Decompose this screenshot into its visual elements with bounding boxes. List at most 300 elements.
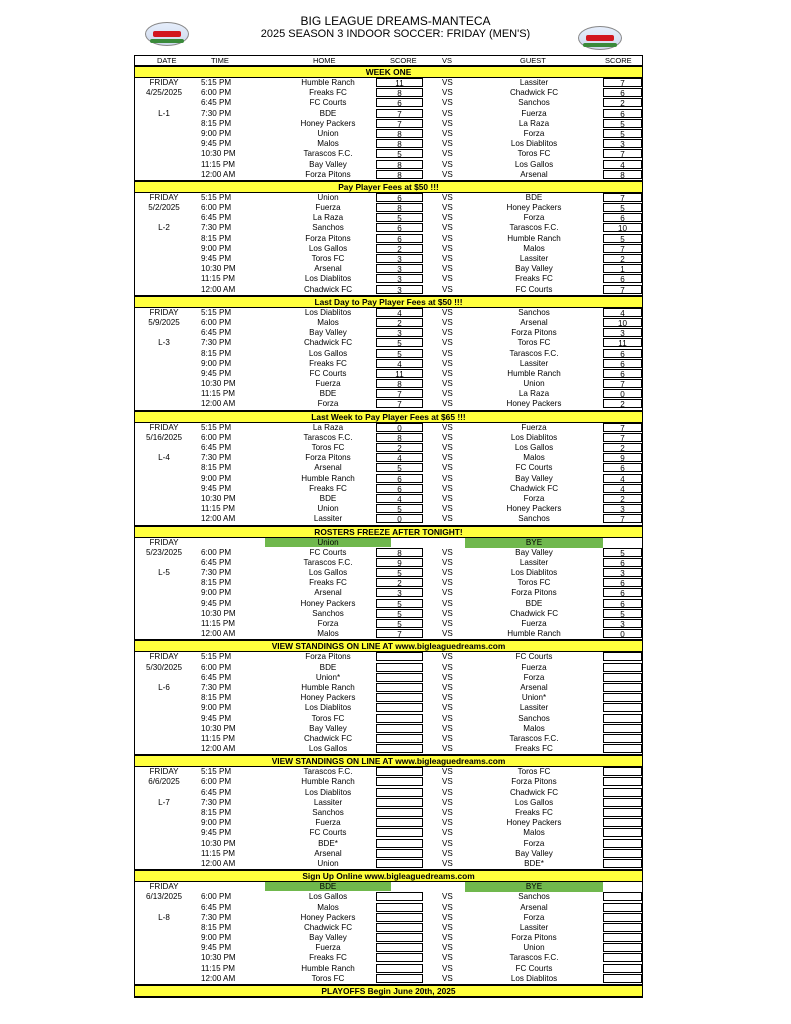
guest-score — [603, 933, 642, 942]
home-score: 5 — [376, 504, 423, 513]
home-team: BDE — [319, 493, 337, 503]
date-cell: FRIDAY — [149, 537, 179, 547]
home-score — [376, 673, 423, 682]
game-row — [135, 504, 642, 514]
guest-score: 10 — [603, 318, 642, 327]
vs-label: VS — [442, 307, 453, 317]
game-row — [135, 109, 642, 119]
home-score — [376, 953, 423, 962]
week-block — [135, 181, 642, 296]
week-block — [135, 526, 642, 641]
guest-score: 4 — [603, 308, 642, 317]
guest-team: Los Diablitos — [510, 432, 558, 442]
game-row — [135, 673, 642, 683]
game-time: 11:15 PM — [201, 504, 236, 514]
guest-team: Arsenal — [520, 317, 548, 327]
home-team: Los Gallos — [308, 348, 348, 358]
game-row — [135, 349, 642, 359]
guest-team: Los Diablitos — [510, 973, 558, 983]
guest-score — [603, 788, 642, 797]
guest-score: 7 — [603, 433, 642, 442]
vs-label: VS — [442, 808, 453, 817]
game-row — [135, 734, 642, 744]
game-time: 10:30 PM — [201, 149, 236, 159]
guest-team: La Raza — [518, 118, 550, 128]
game-time: 11:15 PM — [201, 159, 236, 169]
game-time: 6:45 PM — [201, 213, 232, 223]
date-cell: FRIDAY — [149, 652, 179, 662]
home-team: FC Courts — [309, 368, 347, 378]
home-score — [376, 724, 423, 733]
guest-score: 2 — [603, 494, 642, 503]
guest-team: Lassiter — [519, 557, 549, 567]
game-time: 6:45 PM — [201, 557, 232, 567]
vs-label: VS — [442, 838, 453, 848]
game-time: 9:45 PM — [201, 598, 232, 608]
home-score: 2 — [376, 578, 423, 587]
guest-team: Arsenal — [520, 902, 548, 912]
home-team: Arsenal — [314, 588, 342, 598]
home-team: FC Courts — [309, 98, 347, 108]
home-score: 2 — [376, 443, 423, 452]
weeks-container — [135, 66, 642, 985]
guest-team: FC Courts — [515, 284, 553, 294]
vs-label: VS — [442, 348, 453, 358]
date-cell: L-7 — [158, 797, 170, 807]
guest-score: 3 — [603, 568, 642, 577]
col-guest-score: SCORE — [605, 56, 632, 65]
game-time: 6:00 PM — [201, 203, 232, 213]
home-score — [376, 859, 423, 868]
home-score: 6 — [376, 234, 423, 243]
game-time: 10:30 PM — [201, 953, 236, 963]
game-time: 12:00 AM — [201, 514, 236, 524]
game-time: 10:30 PM — [201, 264, 236, 274]
guest-team: Toros FC — [517, 338, 551, 348]
home-team: Forza Pitons — [305, 169, 351, 179]
guest-score: 2 — [603, 254, 642, 263]
guest-score — [603, 953, 642, 962]
game-time: 9:00 PM — [201, 703, 232, 713]
vs-label: VS — [442, 88, 453, 98]
guest-team: Sanchos — [518, 514, 550, 524]
game-time: 9:00 PM — [201, 358, 232, 368]
date-cell: L-3 — [158, 338, 170, 348]
guest-team: Los Diablitos — [510, 139, 558, 149]
home-score — [376, 892, 423, 901]
game-time: 6:00 PM — [201, 432, 232, 442]
game-row — [135, 892, 642, 902]
home-team: Los Gallos — [308, 892, 348, 902]
home-score: 8 — [376, 170, 423, 179]
guest-team: Arsenal — [520, 169, 548, 179]
home-team: Sanchos — [312, 608, 344, 618]
guest-team: Honey Packers — [506, 504, 562, 514]
vs-label: VS — [442, 223, 453, 233]
date-cell: FRIDAY — [149, 767, 179, 777]
home-score: 2 — [376, 244, 423, 253]
home-score: 8 — [376, 160, 423, 169]
home-team: Bay Valley — [309, 159, 347, 169]
game-time: 8:15 PM — [201, 922, 232, 932]
home-team: Union — [317, 128, 339, 138]
vs-label: VS — [442, 902, 453, 912]
home-score: 2 — [376, 318, 423, 327]
home-score — [376, 788, 423, 797]
vs-label: VS — [442, 139, 453, 149]
game-time: 8:15 PM — [201, 348, 232, 358]
guest-team: Forza Pitons — [511, 588, 557, 598]
week-banner: WEEK ONE — [135, 66, 642, 78]
guest-score — [603, 828, 642, 837]
game-time: 6:45 PM — [201, 328, 232, 338]
home-team: Los Diablitos — [304, 703, 352, 713]
vs-label: VS — [442, 213, 453, 223]
column-headers — [135, 56, 642, 66]
guest-score: 5 — [603, 234, 642, 243]
bye-label: BYE — [465, 538, 603, 548]
vs-label: VS — [442, 713, 453, 723]
game-time: 9:45 PM — [201, 483, 232, 493]
guest-team: Los Gallos — [514, 797, 554, 807]
game-row — [135, 443, 642, 453]
guest-score — [603, 964, 642, 973]
guest-score: 3 — [603, 139, 642, 148]
date-cell: FRIDAY — [149, 422, 179, 432]
home-score: 0 — [376, 514, 423, 523]
vs-label: VS — [442, 264, 453, 274]
week-banner: VIEW STANDINGS ON LINE AT www.bigleaguedreams.com — [135, 755, 642, 767]
date-cell: 6/6/2025 — [148, 777, 180, 787]
home-score: 3 — [376, 254, 423, 263]
home-score: 7 — [376, 389, 423, 398]
game-time: 9:45 PM — [201, 139, 232, 149]
guest-team: Fuerza — [521, 662, 547, 672]
game-time: 12:00 AM — [201, 973, 236, 983]
guest-team: Humble Ranch — [507, 233, 561, 243]
game-row — [135, 338, 642, 348]
vs-label: VS — [442, 514, 453, 524]
page-title: BIG LEAGUE DREAMS-MANTECA — [300, 14, 491, 28]
home-team: Toros FC — [311, 443, 345, 452]
game-time: 12:00 AM — [201, 858, 236, 868]
game-row — [135, 474, 642, 484]
guest-score: 4 — [603, 484, 642, 493]
bye-label: BYE — [465, 882, 603, 892]
guest-team: Forza Pitons — [511, 328, 557, 338]
guest-score — [603, 808, 642, 817]
page-subtitle: 2025 SEASON 3 INDOOR SOCCER: FRIDAY (MEN'S) — [260, 28, 531, 40]
guest-score: 7 — [603, 193, 642, 202]
home-score: 5 — [376, 149, 423, 158]
guest-score: 6 — [603, 463, 642, 472]
guest-team: Fuerza — [521, 422, 547, 432]
game-time: 8:15 PM — [201, 693, 232, 703]
game-row — [135, 369, 642, 379]
guest-score: 3 — [603, 619, 642, 628]
date-cell: L-5 — [158, 568, 170, 578]
home-team: Chadwick FC — [303, 922, 353, 932]
guest-team: Forza Pitons — [511, 933, 557, 943]
guest-team: Arsenal — [520, 682, 548, 692]
game-time: 11:15 PM — [201, 963, 236, 973]
home-team: Los Diablitos — [304, 787, 352, 797]
guest-team: Toros FC — [517, 149, 551, 159]
game-row — [135, 234, 642, 244]
game-time: 12:00 AM — [201, 284, 236, 294]
guest-team: Malos — [523, 243, 545, 253]
home-score: 5 — [376, 599, 423, 608]
vs-label: VS — [442, 284, 453, 294]
guest-score — [603, 839, 642, 848]
game-row — [135, 139, 642, 149]
home-team: Humble Ranch — [301, 473, 355, 483]
home-score: 6 — [376, 193, 423, 202]
guest-score — [603, 849, 642, 858]
home-score — [376, 974, 423, 983]
home-team: Honey Packers — [300, 118, 356, 128]
guest-team: Honey Packers — [506, 203, 562, 213]
guest-team: Forza — [523, 672, 545, 682]
home-team: Forza Pitons — [305, 453, 351, 463]
guest-team: Humble Ranch — [507, 368, 561, 378]
game-row — [135, 453, 642, 463]
home-score: 4 — [376, 494, 423, 503]
game-time: 6:45 PM — [201, 443, 232, 452]
game-time: 10:30 PM — [201, 838, 236, 848]
home-team: Lassiter — [313, 514, 343, 524]
home-score — [376, 703, 423, 712]
home-score: 5 — [376, 568, 423, 577]
game-row — [135, 213, 642, 223]
vs-label: VS — [442, 797, 453, 807]
game-time: 7:30 PM — [201, 797, 232, 807]
game-time: 11:15 PM — [201, 619, 236, 628]
game-row — [135, 389, 642, 399]
game-row — [135, 78, 642, 88]
home-score: 5 — [376, 213, 423, 222]
home-score — [376, 744, 423, 753]
home-score: 8 — [376, 548, 423, 557]
game-time: 12:00 AM — [201, 399, 236, 409]
guest-team: Tarascos F.C. — [509, 953, 559, 963]
vs-label: VS — [442, 767, 453, 777]
week-block — [135, 411, 642, 526]
home-team: Honey Packers — [300, 912, 356, 922]
guest-score: 2 — [603, 399, 642, 408]
game-time: 11:15 PM — [201, 848, 236, 858]
bye-row — [135, 538, 642, 548]
week-banner: Sign Up Online www.bigleaguedreams.com — [135, 870, 642, 882]
guest-score — [603, 892, 642, 901]
guest-score: 6 — [603, 588, 642, 597]
home-score — [376, 734, 423, 743]
guest-score: 0 — [603, 389, 642, 398]
date-cell: 5/2/2025 — [148, 203, 180, 213]
home-score — [376, 714, 423, 723]
game-row — [135, 548, 642, 558]
home-score: 11 — [376, 369, 423, 378]
guest-score — [603, 673, 642, 682]
home-score — [376, 808, 423, 817]
guest-team: FC Courts — [515, 652, 553, 662]
guest-score: 3 — [603, 328, 642, 337]
game-time: 8:15 PM — [201, 118, 232, 128]
league-logo — [578, 26, 622, 50]
guest-score: 10 — [603, 223, 642, 232]
guest-team: Sanchos — [518, 713, 550, 723]
bye-home-team: Union — [265, 538, 391, 547]
vs-label: VS — [442, 463, 453, 473]
game-time: 7:30 PM — [201, 338, 232, 348]
date-cell: L-6 — [158, 682, 170, 692]
guest-team: Chadwick FC — [509, 787, 559, 797]
guest-score — [603, 818, 642, 827]
game-time: 12:00 AM — [201, 629, 236, 639]
vs-label: VS — [442, 493, 453, 503]
guest-team: Forza Pitons — [511, 777, 557, 787]
guest-score — [603, 767, 642, 776]
week-banner: Last Week to Pay Player Fees at $65 !!! — [135, 411, 642, 423]
guest-score — [603, 734, 642, 743]
home-team: Tarascos F.C. — [303, 557, 353, 567]
home-team: Toros FC — [311, 713, 345, 723]
week-block — [135, 870, 642, 985]
game-row — [135, 254, 642, 264]
date-cell: L-4 — [158, 453, 170, 463]
guest-team: Honey Packers — [506, 399, 562, 409]
home-team: Freaks FC — [309, 953, 347, 963]
game-row — [135, 652, 642, 662]
guest-team: Lassiter — [519, 358, 549, 368]
guest-team: Los Gallos — [514, 159, 554, 169]
home-score — [376, 903, 423, 912]
home-score: 6 — [376, 223, 423, 232]
week-banner: Last Day to Pay Player Fees at $50 !!! — [135, 296, 642, 308]
col-time: TIME — [211, 56, 229, 65]
vs-label: VS — [442, 483, 453, 493]
game-time: 8:15 PM — [201, 578, 232, 588]
guest-team: Forza — [523, 128, 545, 138]
game-time: 5:15 PM — [201, 767, 232, 777]
game-row — [135, 494, 642, 504]
vs-label: VS — [442, 777, 453, 787]
home-team: Arsenal — [314, 848, 342, 858]
vs-label: VS — [442, 547, 453, 557]
home-score: 8 — [376, 88, 423, 97]
game-time: 9:00 PM — [201, 473, 232, 483]
game-row — [135, 223, 642, 233]
game-row — [135, 160, 642, 170]
game-row — [135, 98, 642, 108]
game-row — [135, 484, 642, 494]
game-row — [135, 859, 642, 869]
home-score — [376, 693, 423, 702]
vs-label: VS — [442, 744, 453, 754]
game-row — [135, 788, 642, 798]
vs-label: VS — [442, 504, 453, 514]
home-team: Tarascos F.C. — [303, 432, 353, 442]
guest-score: 6 — [603, 213, 642, 222]
date-cell: L-1 — [158, 108, 170, 118]
home-team: Tarascos F.C. — [303, 767, 353, 777]
home-score: 5 — [376, 338, 423, 347]
guest-score: 5 — [603, 203, 642, 212]
guest-team: Forza — [523, 493, 545, 503]
date-cell: FRIDAY — [149, 882, 179, 892]
home-team: Fuerza — [315, 943, 341, 953]
game-time: 7:30 PM — [201, 682, 232, 692]
vs-label: VS — [442, 848, 453, 858]
vs-label: VS — [442, 379, 453, 389]
game-time: 9:45 PM — [201, 828, 232, 838]
vs-label: VS — [442, 169, 453, 179]
home-score — [376, 828, 423, 837]
game-row — [135, 88, 642, 98]
vs-label: VS — [442, 787, 453, 797]
game-row — [135, 328, 642, 338]
guest-team: Fuerza — [521, 108, 547, 118]
game-row — [135, 724, 642, 734]
game-time: 7:30 PM — [201, 223, 232, 233]
game-time: 10:30 PM — [201, 493, 236, 503]
vs-label: VS — [442, 963, 453, 973]
guest-team: Freaks FC — [515, 808, 553, 817]
date-cell: L-2 — [158, 223, 170, 233]
guest-team: Union — [523, 943, 545, 953]
game-row — [135, 274, 642, 284]
home-score: 5 — [376, 619, 423, 628]
home-team: FC Courts — [309, 828, 347, 838]
vs-label: VS — [442, 358, 453, 368]
home-score — [376, 767, 423, 776]
vs-label: VS — [442, 233, 453, 243]
guest-score: 5 — [603, 609, 642, 618]
game-time: 9:45 PM — [201, 254, 232, 263]
home-team: Los Gallos — [308, 568, 348, 578]
date-cell: 5/30/2025 — [145, 662, 182, 672]
vs-label: VS — [442, 389, 453, 399]
home-team: Freaks FC — [309, 358, 347, 368]
game-row — [135, 318, 642, 328]
home-score: 8 — [376, 139, 423, 148]
guest-team: Forza — [523, 912, 545, 922]
game-time: 8:15 PM — [201, 463, 232, 473]
home-team: Forza — [317, 399, 339, 409]
guest-score — [603, 652, 642, 661]
week-banner: VIEW STANDINGS ON LINE AT www.bigleaguedreams.com — [135, 640, 642, 652]
guest-team: Lassiter — [519, 78, 549, 87]
home-score — [376, 798, 423, 807]
game-time: 11:15 PM — [201, 733, 236, 743]
guest-score: 9 — [603, 453, 642, 462]
home-team: Union — [317, 504, 339, 514]
home-team: Forza Pitons — [305, 652, 351, 662]
guest-team: Union* — [521, 693, 547, 703]
guest-score: 7 — [603, 379, 642, 388]
guest-team: Bay Valley — [515, 473, 553, 483]
guest-team: Forza — [523, 838, 545, 848]
guest-score — [603, 683, 642, 692]
home-score: 6 — [376, 484, 423, 493]
guest-score: 7 — [603, 285, 642, 294]
vs-label: VS — [442, 912, 453, 922]
vs-label: VS — [442, 453, 453, 463]
guest-team: Chadwick FC — [509, 88, 559, 98]
game-row — [135, 744, 642, 754]
vs-label: VS — [442, 703, 453, 713]
game-row — [135, 943, 642, 953]
